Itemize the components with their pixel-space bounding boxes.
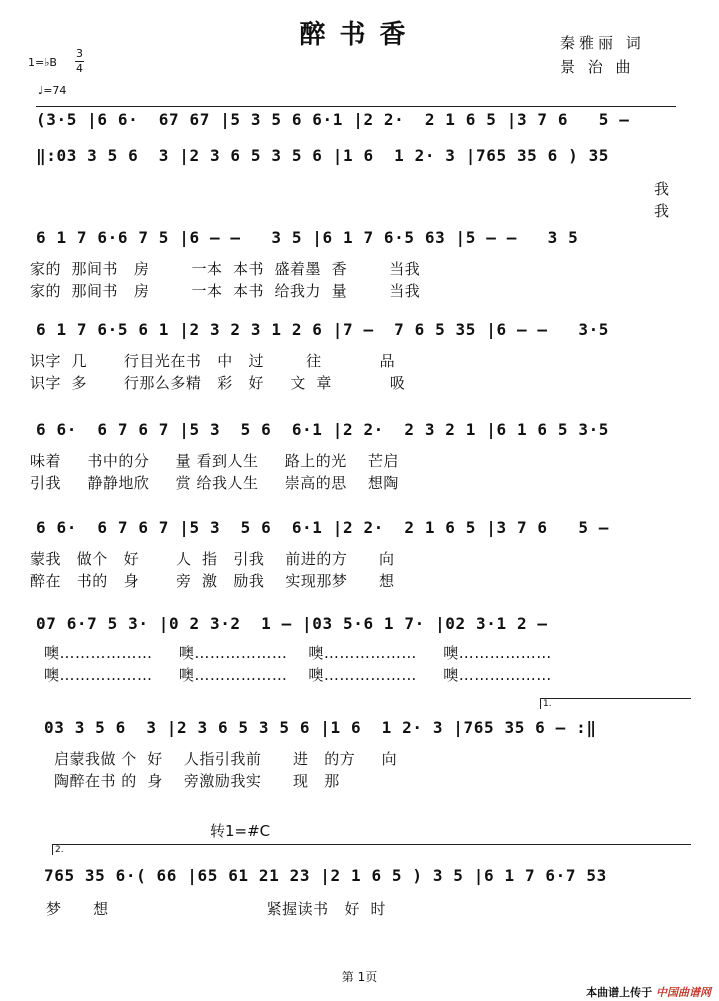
volta-bracket-1: 1. (540, 698, 691, 709)
system-top-line (36, 106, 676, 107)
song-title: 醉书香 (299, 20, 420, 50)
notation-row-verse-start: ‖:03 3 5 6 3 |2 3 6 5 3 5 6 |1 6 1 2· 3 |765 35 6 ) 35 (36, 146, 610, 165)
notation-row: 6 6· 6 7 6 7 |5 3 5 6 6·1 |2 2· 2 1 6 5 |3 7 6 5 – (36, 518, 610, 537)
time-signature-bottom: 4 (76, 62, 83, 75)
composer-credit: 景 治 曲 (560, 58, 635, 76)
notation-row: 03 3 5 6 3 |2 3 6 5 3 5 6 |1 6 1 2· 3 |765 35 6 – :‖ (44, 718, 597, 737)
site-watermark: 中国曲谱网 (656, 986, 711, 999)
lyric-line: 梦 想 紧握读书 好 时 (46, 900, 386, 918)
modulation-marking: 转1=#C (210, 822, 271, 840)
tempo-marking: ♩=74 (38, 84, 67, 97)
upload-label: 本曲谱上传于 (586, 986, 653, 999)
page-number: 第 1页 (341, 970, 378, 984)
lyric-verse2: 我 (654, 202, 670, 220)
lyric-verse2: 引我 静静地欣 赏 给我人生 崇高的思 想陶 (30, 474, 399, 492)
notation-row-intro: (3·5 |6 6· 67 67 |5 3 5 6 6·1 |2 2· 2 1 6 5 |3 7 6 5 – (36, 110, 630, 129)
lyric-verse1: 启蒙我做 个 好 人指引我前 进 的方 向 (54, 750, 398, 768)
lyric-verse1: 我 (654, 180, 670, 198)
notation-row: 07 6·7 5 3· |0 2 3·2 1 – |03 5·6 1 7· |02 3·1 2 – (36, 614, 548, 633)
notation-row: 6 1 7 6·6 7 5 |6 – – 3 5 |6 1 7 6·5 63 |5 – – 3 5 (36, 228, 579, 247)
lyric-verse2: 识字 多 行那么多精 彩 好 文 章 吸 (30, 374, 406, 392)
lyric-verse1: 识字 几 行目光在书 中 过 往 品 (30, 352, 396, 370)
lyric-verse2: 家的 那间书 房 一本 本书 给我力 量 当我 (30, 282, 421, 300)
lyric-verse2: 陶醉在书 的 身 旁激励我实 现 那 (54, 772, 340, 790)
lyric-verse1: 噢……………… 噢……………… 噢……………… 噢……………… (44, 644, 552, 662)
lyric-verse2: 噢……………… 噢……………… 噢……………… 噢……………… (44, 666, 552, 684)
volta-bracket-2: 2. (52, 844, 691, 855)
lyric-verse2: 醉在 书的 身 旁 激 励我 实现那梦 想 (30, 572, 395, 590)
notation-row: 6 1 7 6·5 6 1 |2 3 2 3 1 2 6 |7 – 7 6 5 35 |6 – – 3·5 (36, 320, 610, 339)
lyric-verse1: 蒙我 做个 好 人 指 引我 前进的方 向 (30, 550, 395, 568)
time-signature-top: 3 (76, 47, 83, 60)
lyric-verse1: 味着 书中的分 量 看到人生 路上的光 芒启 (30, 452, 399, 470)
key-signature: 1=♭B (28, 56, 57, 69)
lyric-verse1: 家的 那间书 房 一本 本书 盛着墨 香 当我 (30, 260, 421, 278)
notation-row: 765 35 6·( 66 |65 61 21 23 |2 1 6 5 ) 3 5 |6 1 7 6·7 53 (44, 866, 607, 885)
upload-credit (586, 984, 711, 1000)
notation-row: 6 6· 6 7 6 7 |5 3 5 6 6·1 |2 2· 2 3 2 1 |6 1 6 5 3·5 (36, 420, 610, 439)
lyricist-credit: 秦雅丽 词 (560, 34, 645, 52)
